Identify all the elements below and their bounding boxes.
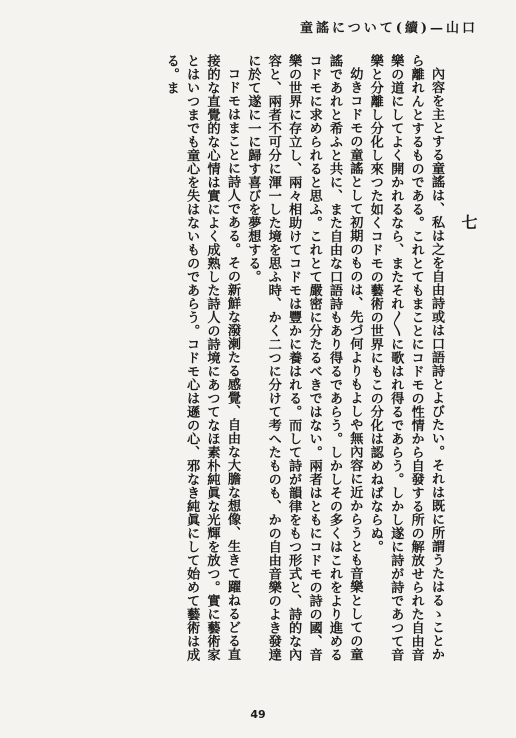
paragraph: 幼きコドモの童謠として初期のものは、先づ何よりもよしや無內容に近からうとも音樂としての童謠であれと希ふと共に、また自由な口語詩もあり得るであらう。しかしその多くはこれをより進めるコドモに求められると思ふ。これとて嚴密に分たるべきではない。兩者はともにコドモの詩の國、音樂の世界に存立し、兩々相助けてコドモは豐かに養はれる。而して詩が韻律をもつ形式と、詩的な內容と、兩者不可分に渾一した境を思ふ時、かく二つに分けて考へたものも、かの自由音樂のよき發達に於て遂に一に歸す喜びを夢想する。 — [245, 54, 363, 662]
paragraph: 內容を主とする童謠は、私は之を自由詩或は口語詩とよびたい。それは既に所謂うたはるゝことから離れんとするものである。これとてもまことにコドモの性情から自發する所の解放せられた自由音樂の道にしてよく開かれるなら、またそれ〳〵に歌はれ得るであらう。しかし遂に詩が詩であつて音樂と分離し分化し來つた如くコドモの藝術の世界にもこの分化は認めねばならぬ。 — [367, 54, 444, 662]
running-head: 童謠について(續)—山口 — [299, 21, 478, 36]
page-number: 49 — [250, 708, 266, 721]
paragraph: コドモはまことに詩人である。その新鮮な潑溂たる感覺、自由な大膽な想像、生きて躍ねるどる直接的な直覺的な心情は實によく成熟した詩人の詩境にあつてなほ素朴純眞な光輝を放つ。實に藝術家とはいつまでも童心を失はないものであらう。コドモ心は遜の心、邪なき純眞にして始めて藝術は成る。ま — [163, 54, 240, 662]
body-text — [46, 54, 446, 674]
chapter-number: 七 — [459, 214, 478, 230]
